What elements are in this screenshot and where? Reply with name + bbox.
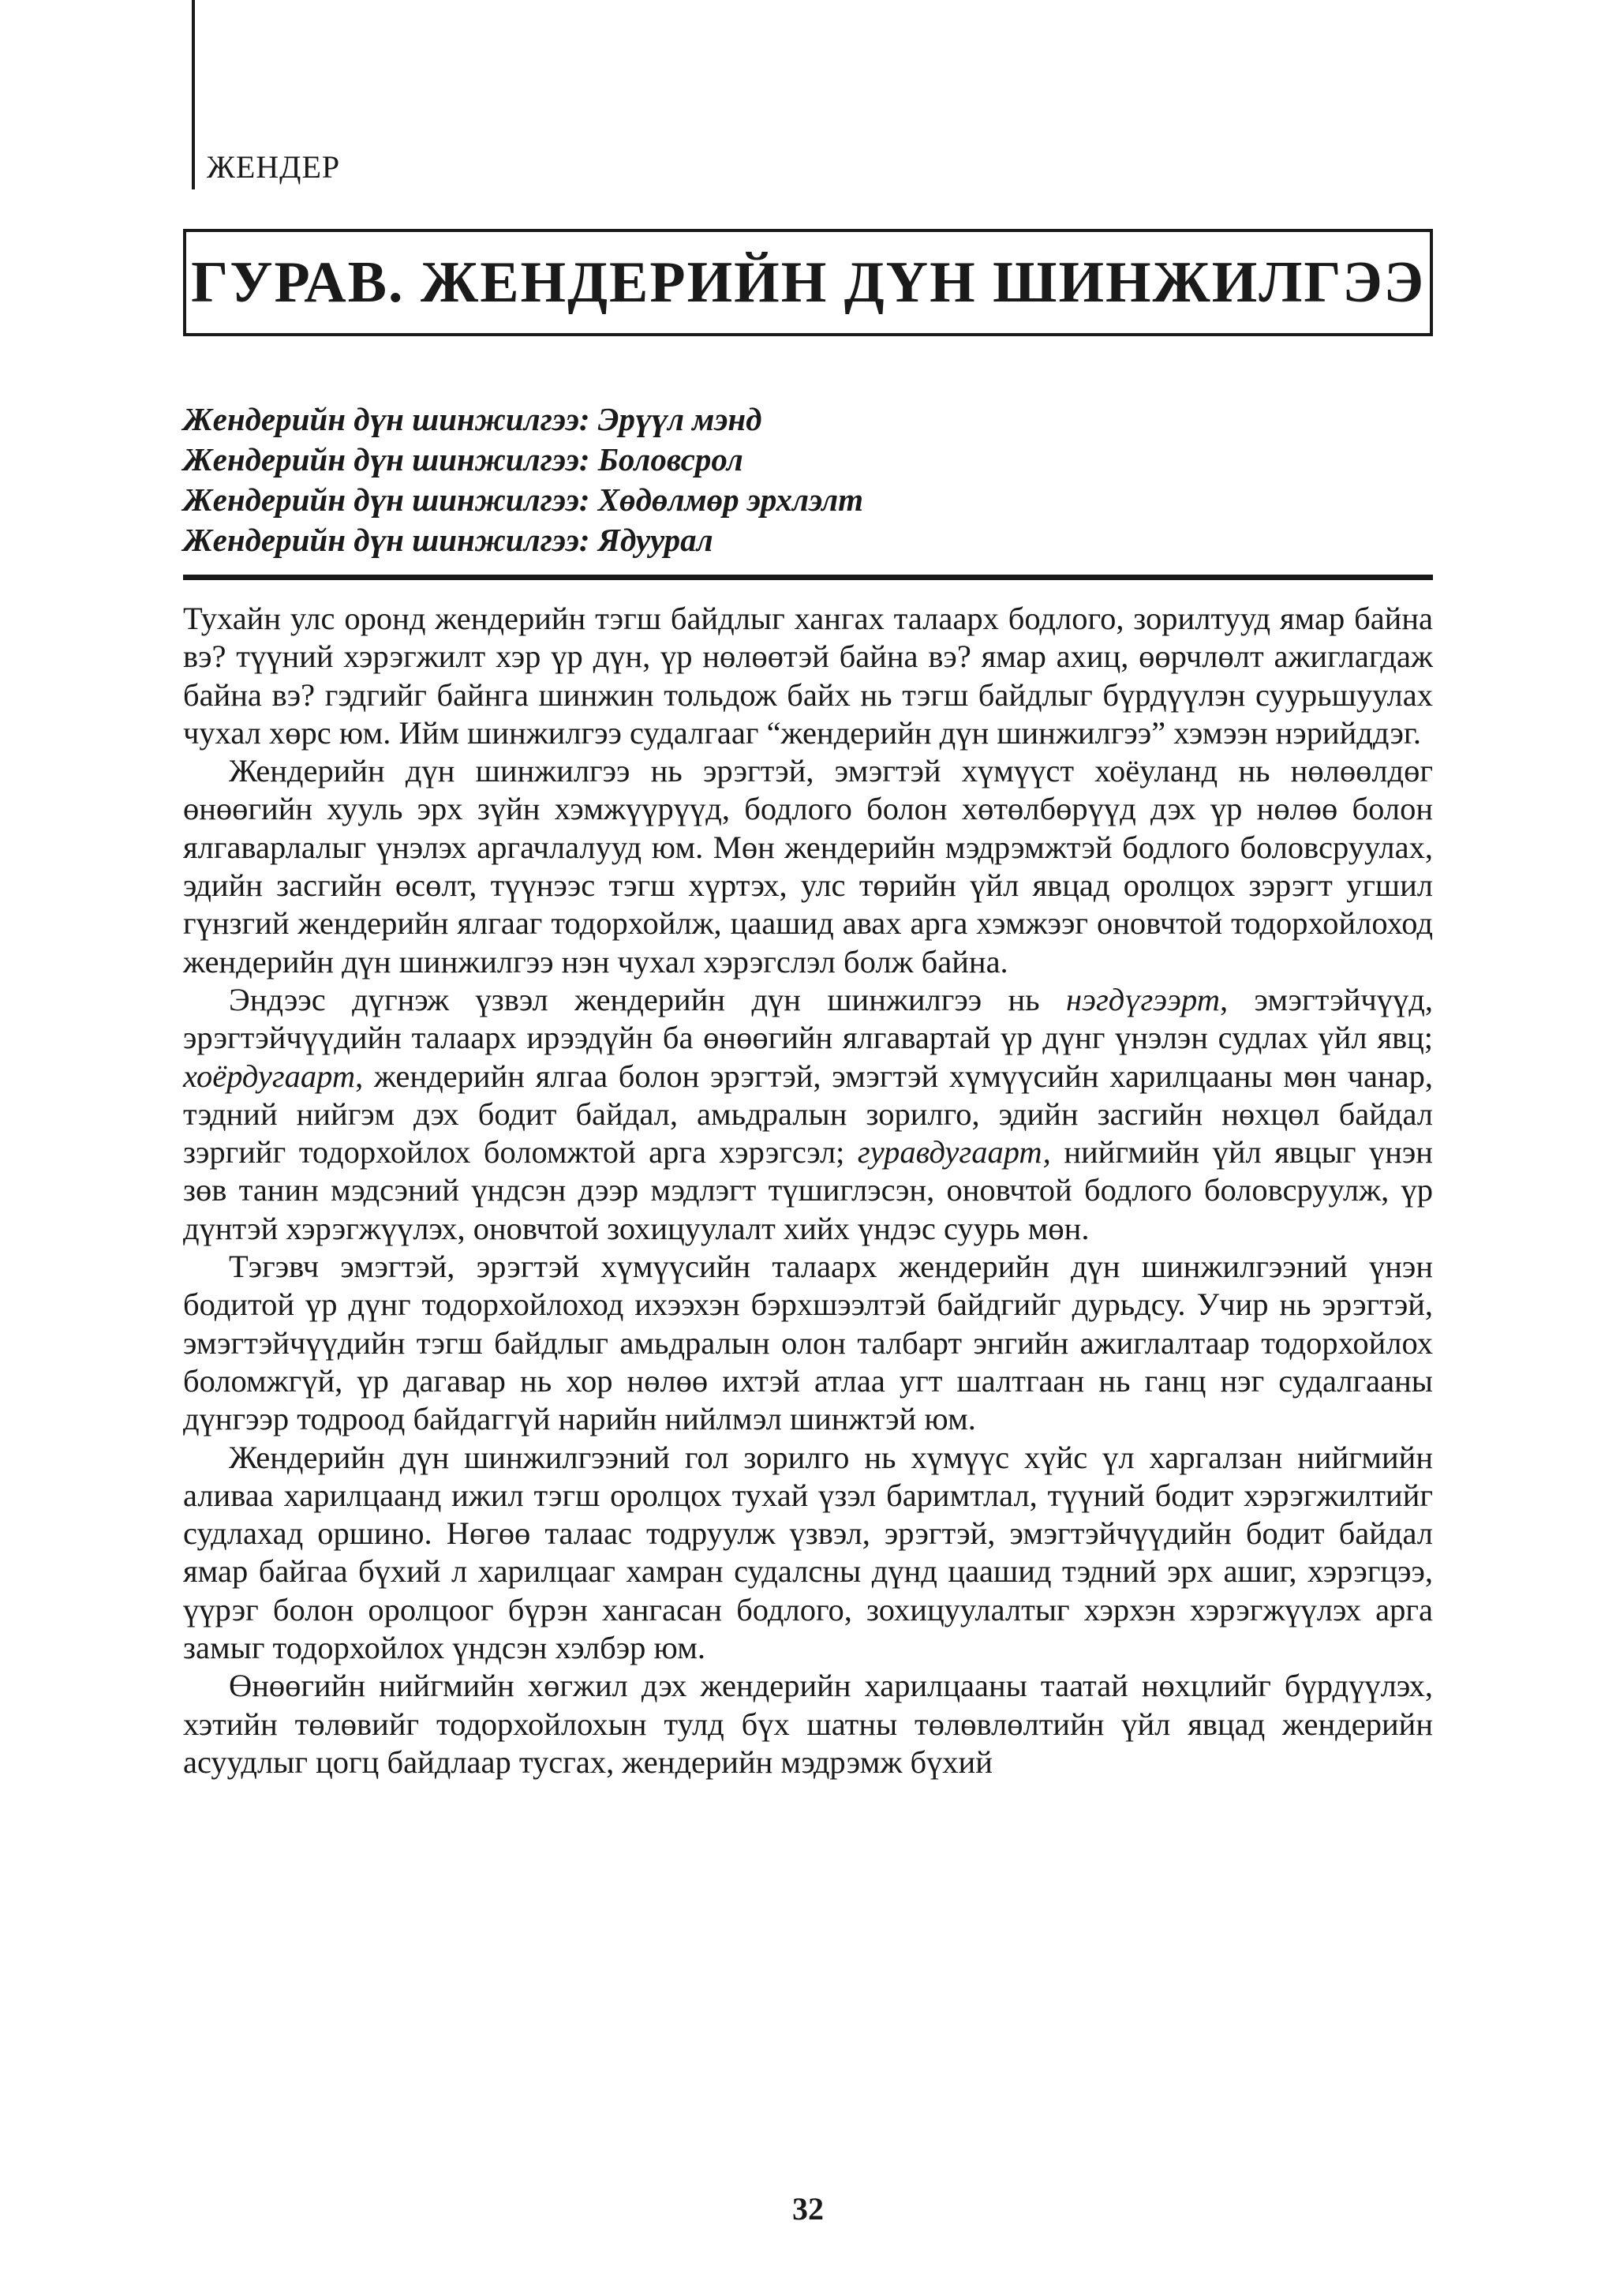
body-text	[183, 600, 1433, 1781]
chapter-title-box	[183, 229, 1433, 336]
paragraph-3-text: Эндээс дүгнэж үзвэл жендерийн дүн шинжилгээ нь	[229, 981, 1067, 1017]
emphasis-first: нэгдүгээрт	[1066, 981, 1220, 1017]
paragraph-3-text: нийгмийн үйл явцыг үнэн зөв танин мэдсэний үндсэн дээр мэдлэгт түшиглэсэн, оновчтой бодлого боловсруулж, үр дүнтэй хэрэгжүүлэх, оновчтой зохицуулалт хийх үндэс суурь мөн.	[183, 1134, 1433, 1246]
section-divider	[183, 575, 1433, 580]
paragraph-1: Тухайн улс оронд жендерийн тэгш байдлыг хангах талаарх бодлого, зорилтууд ямар байна вэ? түүний хэрэгжилт хэр үр дүн, үр нөлөөтэй байна вэ? ямар ахиц, өөрчлөлт ажиглагдаж байна вэ? гэдгийг байнга шинжин тольдож байх нь тэгш байдлыг бүрдүүлэн суурьшуулах чухал хөрс юм. Ийм шинжилгээ судалгааг “жендерийн дүн шинжилгээ” хэмээн нэрийддэг.	[183, 601, 1433, 751]
paragraph-3-text: , жендерийн ялгаа болон эрэгтэй, эмэгтэй хүмүүсийн харилцааны мөн чанар, тэдний нийгэм дэх бодит байдал, амьдралын зорилго, эдийн засгийн нөхцөл байдал зэргийг тодорхойлох боломжтой арга хэрэгсэл;	[183, 1058, 1433, 1170]
subtopic-poverty: Жендерийн дүн шинжилгээ: Ядуурал	[183, 522, 713, 558]
paragraph-5: Жендерийн дүн шинжилгээний гол зорилго нь хүмүүс хүйс үл харгалзан нийгмийн аливаа харилцаанд ижил тэгш оролцох тухай үзэл баримтлал, түүний бодит хэрэгжилтийг судлахад оршино. Нөгөө талаас тодруулж үзвэл, эрэгтэй, эмэгтэйчүүдийн бодит байдал ямар байгаа бүхий л харилцааг хамран судалсны дүнд цаашид тэдний эрх ашиг, хэрэгцээ, үүрэг болон оролцоог бүрэн хангасан бодлого, зохицуулалтыг хэрхэн хэрэгжүүлэх арга замыг тодорхойлох үндсэн хэлбэр юм.	[183, 1439, 1433, 1666]
running-header: ЖЕНДЕР	[207, 149, 341, 185]
subtopic-health: Жендерийн дүн шинжилгээ: Эрүүл мэнд	[183, 401, 762, 437]
subtopic-list	[183, 399, 1433, 560]
subtopic-education: Жендерийн дүн шинжилгээ: Боловсрол	[183, 441, 743, 478]
paragraph-3-text: , эмэгтэйчүүд, эрэгтэйчүүдийн талаарх ирээдүйн ба өнөөгийн ялгавартай үр дүнг үнэлэн судлах үйл явц;	[183, 981, 1433, 1056]
page-number: 32	[792, 2191, 824, 2227]
emphasis-second: хоёрдугаарт	[183, 1058, 356, 1094]
margin-rule	[192, 0, 195, 189]
emphasis-third: гуравдугаарт,	[857, 1134, 1051, 1170]
subtopic-employment: Жендерийн дүн шинжилгээ: Хөдөлмөр эрхлэлт	[183, 481, 864, 518]
paragraph-3	[183, 981, 1433, 1248]
paragraph-6: Өнөөгийн нийгмийн хөгжил дэх жендерийн харилцааны таатай нөхцлийг бүрдүүлэх, хэтийн төлөвийг тодорхойлохын тулд бүх шатны төлөвлөлтийн үйл явцад жендерийн асуудлыг цогц байдлаар тусгах, жендерийн мэдрэмж бүхий	[183, 1668, 1433, 1780]
chapter-title: ГУРАВ. ЖЕНДЕРИЙН ДҮН ШИНЖИЛГЭЭ	[191, 249, 1425, 315]
paragraph-4: Тэгэвч эмэгтэй, эрэгтэй хүмүүсийн талаарх жендерийн дүн шинжилгээний үнэн бодитой үр дүнг тодорхойлоход ихээхэн бэрхшээлтэй байдгийг дурьдсу. Учир нь эрэгтэй, эмэгтэйчүүдийн тэгш байдлыг амьдралын олон талбарт энгийн ажиглалтаар тодорхойлох боломжгүй, үр дагавар нь хор нөлөө ихтэй атлаа угт шалтгаан нь ганц нэг судалгааны дүнгээр тодроод байдаггүй нарийн нийлмэл шинжтэй юм.	[183, 1249, 1433, 1437]
paragraph-2: Жендерийн дүн шинжилгээ нь эрэгтэй, эмэгтэй хүмүүст хоёуланд нь нөлөөлдөг өнөөгийн хууль эрх зүйн хэмжүүрүүд, бодлого болон хөтөлбөрүүд дэх үр нөлөө болон ялгаварлалыг үнэлэх аргачлалууд юм. Мөн жендерийн мэдрэмжтэй бодлого боловсруулах, эдийн засгийн өсөлт, түүнээс тэгш хүртэх, улс төрийн үйл явцад оролцох зэрэгт угшил гүнзгий жендерийн ялгааг тодорхойлж, цаашид авах арга хэмжээг оновчтой тодорхойлоход жендерийн дүн шинжилгээ нэн чухал хэрэгслэл болж байна.	[183, 753, 1433, 979]
